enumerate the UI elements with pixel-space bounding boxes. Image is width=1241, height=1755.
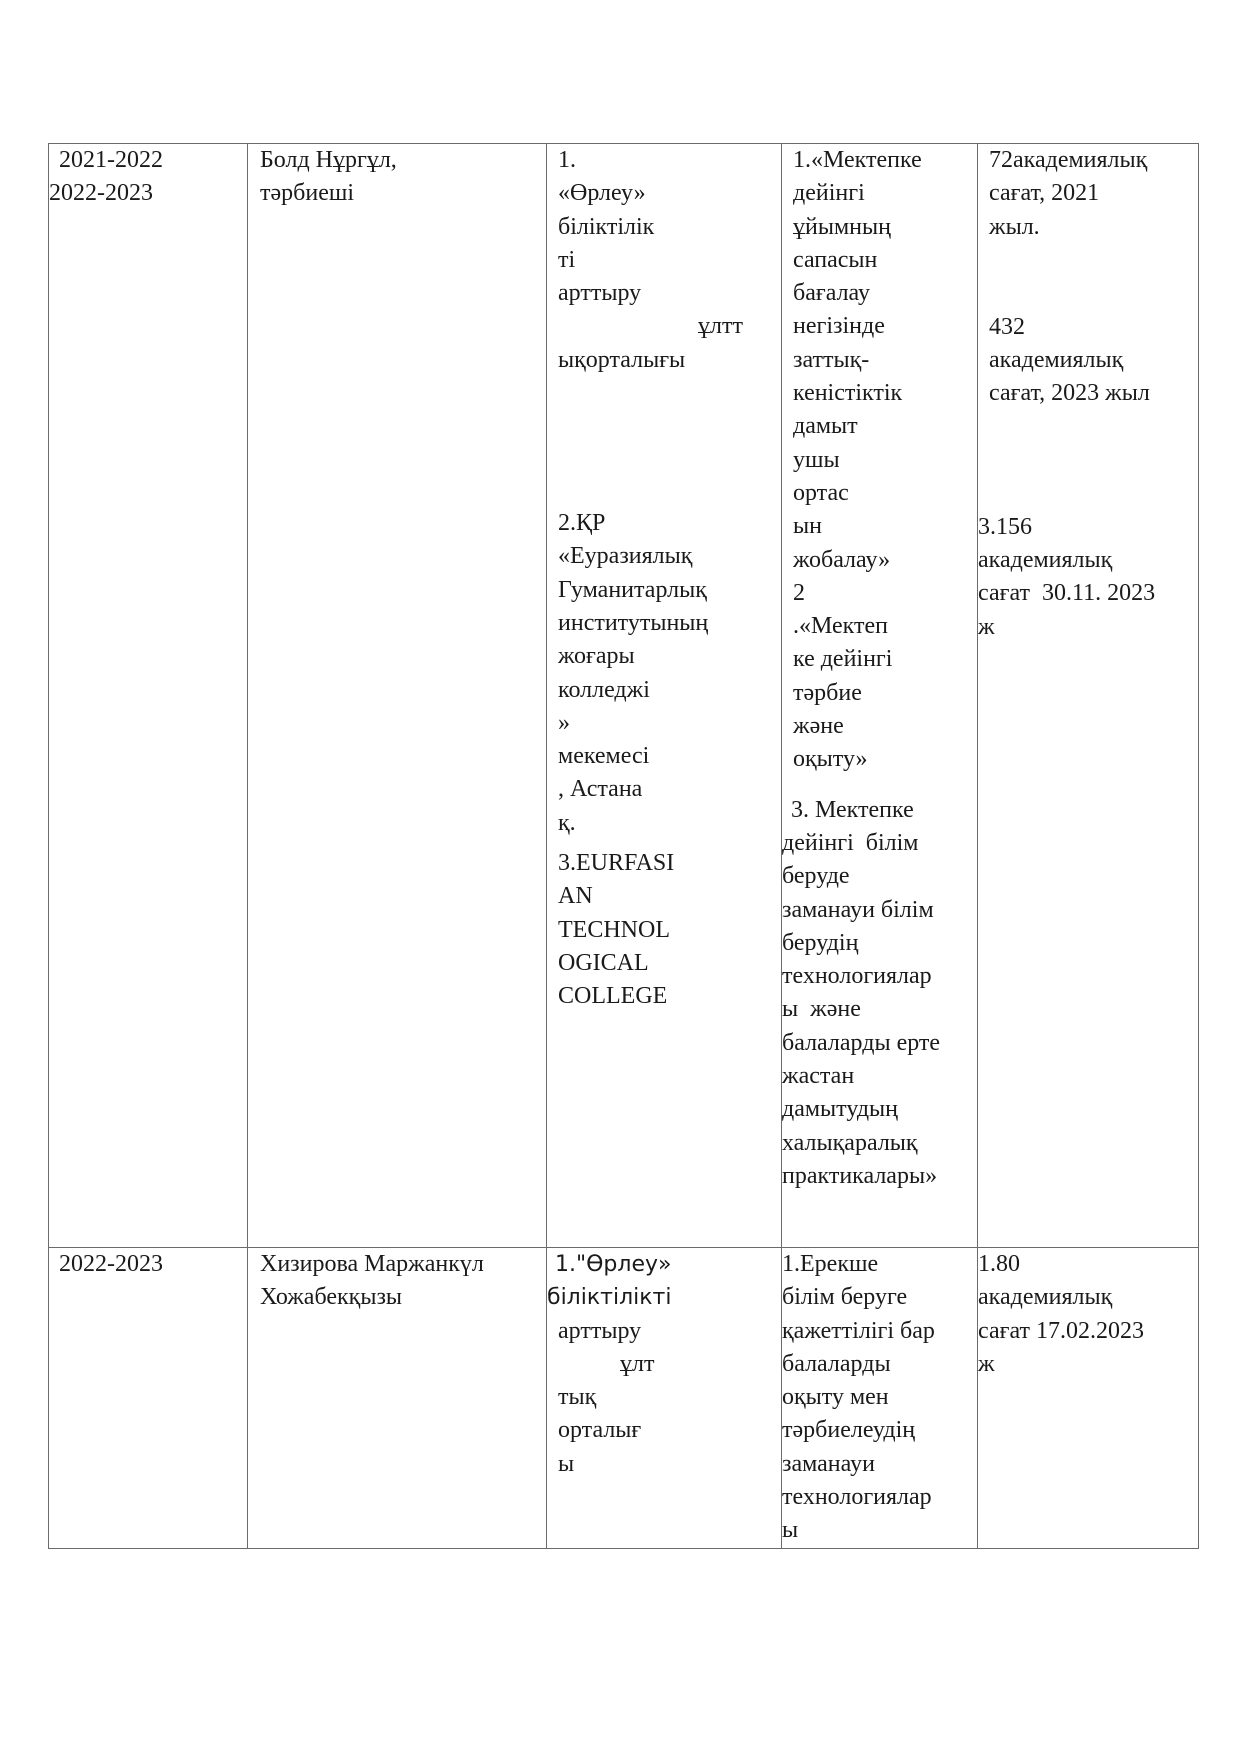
cell-line: мекемесі	[558, 743, 650, 770]
cell-institution	[547, 144, 782, 1248]
cell-line: 1.	[558, 147, 576, 173]
cell-line: 1.Ерекше	[782, 1251, 879, 1277]
cell-line: Болд Нұргұл,	[260, 147, 397, 173]
cell-line: .«Мектеп	[793, 613, 889, 640]
cell-line: 1.80	[978, 1251, 1020, 1277]
table-row	[49, 1248, 1199, 1549]
cell-line: ы және	[782, 996, 861, 1023]
cell-line: сапасын	[793, 246, 878, 273]
cell-line: оқыту»	[793, 746, 868, 773]
cell-line: біліктілікті	[547, 1285, 672, 1311]
cell-line: заманауи	[782, 1450, 875, 1477]
cell-line: сағат 30.11. 2023	[978, 580, 1156, 607]
cell-line: 1.«Мектепке	[793, 147, 922, 173]
cell-line: 2022-2023	[49, 180, 153, 207]
cell-line: академиялық	[989, 347, 1124, 374]
cell-line: кеністіктік	[793, 380, 903, 407]
cell-line: «Еуразиялық	[558, 543, 693, 570]
cell-hours	[978, 144, 1199, 1248]
cell-line: дамыт	[793, 413, 858, 440]
cell-line: жобалау»	[793, 546, 891, 573]
cell-line: 72академиялық	[989, 147, 1148, 173]
cell-line: 1."Өрлеу»	[555, 1252, 672, 1277]
training-table	[48, 143, 1199, 1549]
cell-line: 3.156	[978, 513, 1032, 540]
cell-line: , Астана	[558, 776, 643, 803]
cell-line: қ.	[558, 809, 576, 836]
table-row	[49, 144, 1199, 1248]
cell-line: тәрбиелеудің	[782, 1417, 916, 1444]
cell-line: берудің	[782, 929, 859, 956]
cell-line: институтының	[558, 609, 709, 636]
cell-line: Хизирова Маржанкүл	[260, 1251, 484, 1277]
cell-name	[248, 1248, 547, 1549]
cell-line: заттық-	[793, 346, 870, 373]
cell-line: ын	[793, 513, 822, 540]
cell-line: ы	[782, 1517, 799, 1544]
cell-line: тәрбиеші	[260, 180, 354, 207]
cell-line: технологиялар	[782, 1484, 932, 1511]
cell-line: 432	[989, 313, 1025, 340]
cell-line: қажеттілігі бар	[782, 1317, 935, 1344]
cell-line: AN	[558, 883, 593, 910]
cell-line: заманауи білім	[782, 896, 934, 923]
cell-line: балаларды ерте	[782, 1029, 941, 1056]
cell-line: ке дейінгі	[793, 646, 893, 673]
cell-line: ықорталығы	[558, 346, 686, 373]
cell-line: академиялық	[978, 1284, 1113, 1311]
cell-line: технологиялар	[782, 963, 932, 990]
cell-line: оқыту мен	[782, 1384, 889, 1411]
cell-line: жастан	[782, 1063, 855, 1090]
cell-line: практикалары»	[782, 1162, 938, 1189]
cell-line: Гуманитарлық	[558, 576, 707, 603]
cell-line: тық	[558, 1384, 597, 1411]
cell-line: орталығ	[558, 1417, 642, 1444]
cell-line: ж	[978, 1350, 995, 1377]
cell-line: 2021-2022	[59, 147, 163, 173]
cell-line: колледжі	[558, 676, 650, 703]
cell-line: ушы	[793, 446, 840, 473]
cell-line: дамытудың	[782, 1096, 899, 1123]
cell-line: TECHNOL	[558, 916, 670, 943]
cell-line: бағалау	[793, 280, 870, 307]
cell-line: Хожабекқызы	[260, 1284, 403, 1311]
cell-hours	[978, 1248, 1199, 1549]
cell-line: COLLEGE	[558, 983, 668, 1010]
cell-line: «Өрлеу»	[558, 180, 646, 207]
cell-line: арттыру	[558, 280, 642, 307]
cell-years	[49, 144, 248, 1248]
cell-line: негізінде	[793, 313, 885, 340]
cell-name	[248, 144, 547, 1248]
cell-line: 2022-2023	[59, 1251, 163, 1277]
cell-line: біліктілік	[558, 213, 655, 240]
cell-line: 2	[793, 579, 805, 606]
cell-line: 2.ҚР	[558, 510, 606, 537]
cell-line: дейінгі	[793, 180, 865, 207]
cell-line: ж	[978, 613, 995, 640]
cell-line: ы	[558, 1450, 575, 1477]
cell-line: »	[558, 709, 570, 736]
cell-line: OGICAL	[558, 949, 649, 976]
cell-line: тәрбие	[793, 679, 862, 706]
cell-line: ұлтт	[698, 313, 743, 340]
cell-line: және	[793, 713, 844, 740]
cell-line: академиялық	[978, 547, 1113, 574]
cell-line: ортас	[793, 479, 849, 506]
cell-course	[782, 1248, 978, 1549]
cell-line: жоғары	[558, 643, 635, 670]
cell-line: арттыру	[558, 1317, 642, 1344]
cell-course	[782, 144, 978, 1248]
cell-line: ұйымның	[793, 213, 891, 240]
cell-line: халықаралық	[782, 1129, 918, 1156]
cell-line: ұлт	[620, 1350, 655, 1377]
cell-line: ті	[558, 246, 576, 273]
cell-line: жыл.	[989, 213, 1040, 240]
cell-line: сағат, 2023 жыл	[989, 380, 1150, 407]
cell-institution	[547, 1248, 782, 1549]
cell-line: балаларды	[782, 1350, 891, 1377]
cell-years	[49, 1248, 248, 1549]
cell-line: дейінгі білім	[782, 829, 919, 856]
cell-line: сағат 17.02.2023	[978, 1317, 1144, 1344]
cell-line: сағат, 2021	[989, 180, 1100, 207]
cell-line: беруде	[782, 863, 850, 890]
cell-line: 3.EURFASI	[558, 850, 675, 877]
cell-line: білім беруге	[782, 1284, 908, 1311]
cell-line: 3. Мектепке	[791, 796, 914, 823]
